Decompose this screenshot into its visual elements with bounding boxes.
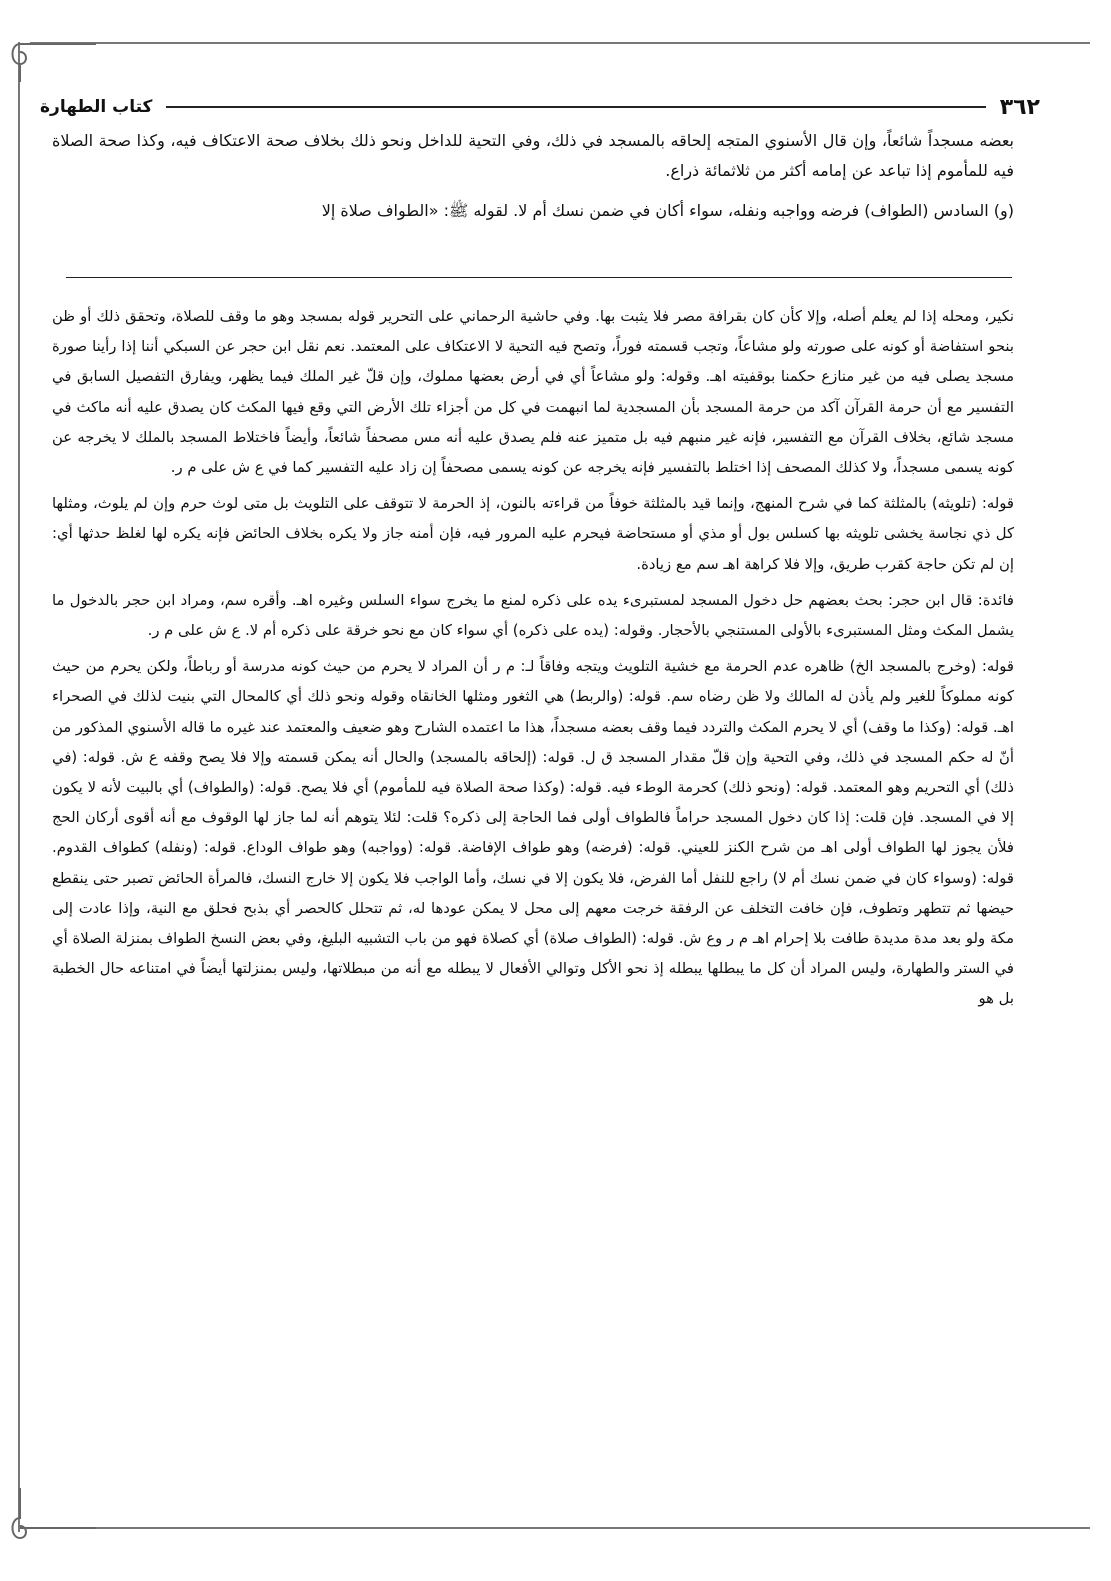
commentary-paragraph: نكير، ومحله إذا لم يعلم أصله، وإلا كأن كان بقرافة مصر فلا يثبت بها. وفي حاشية الرحماني على التحرير قوله بمسجد وهو ما وقف للصلاة، وتحقق ذلك أو ظن بنحو استفاضة أو كونه على صورته ولو مشاعاً، وتجب قسمته فوراً، وتصح فيه التحية لا الاعتكاف على المعتمد. نعم نقل ابن حجر عن السبكي أننا إذا رأينا صورة مسجد يصلى فيه من غير منازع حكمنا بوقفيته اهـ. وقوله: ولو مشاعاً أي في أرض بعضها مملوك، وإن قلّ غير الملك فيما يظهر، ويفارق التفصيل السابق في التفسير مع أن حرمة القرآن آكد من حرمة المسجد بأن المسجدية لما انبهمت في كل من أجزاء تلك الأرض التي وقع فيها المكث كان يصدق عليه أنه ماكث في مسجد شائع، بخلاف القرآن مع التفسير، فإنه غير منبهم فيه بل متميز عنه فلم يصدق عليه أنه مس مصحفاً شائعاً، وأيضاً فاختلاط المسجد بالملك لا يخرجه عن كونه يسمى مسجداً، ولا كذلك المصحف إذا اختلط بالتفسير فإنه يخرجه عن كونه يسمى مصحفاً إن زاد عليه التفسير كما في ع ش على م ر. — [52, 308, 1014, 477]
main-paragraph: بعضه مسجداً شائعاً، وإن قال الأسنوي المتجه إلحاقه بالمسجد في ذلك، وفي التحية للداخل ونحو ذلك بخلاف صحة الاعتكاف فيه، وكذا صحة الصلاة فيه للمأموم إذا تباعد عن إمامه أكثر من ثلاثمائة ذراع. — [52, 131, 1014, 180]
page-frame-top — [30, 42, 1090, 44]
commentary-paragraph: فائدة: قال ابن حجر: بحث بعضهم حل دخول المسجد لمستبرىء يده على ذكره لمنع ما يخرج سواء السلس وغيره اهـ. وأقره سم، ومراد ابن حجر بالدخول ما يشمل المكث ومثل المستبرىء بالأولى المستنجي بالأحجار. وقوله: (يده على ذكره) أي سواء كان مع نحو خرقة على ذكره أم لا. ع ش على م ر. — [52, 591, 1014, 640]
book-title: كتاب الطهارة — [40, 97, 153, 117]
main-text — [52, 126, 1014, 236]
scroll-ornament-icon — [6, 38, 98, 82]
commentary-paragraph: قوله: (وخرج بالمسجد الخ) ظاهره عدم الحرمة مع خشية التلويث ويتجه وفاقاً لـ: م ر أن المراد لا يحرم من حيث كونه مدرسة أو رباطاً، ولكن يحرم من حيث كونه مملوكاً للغير ولم يأذن له المالك ولا ظن رضاه سم. قوله: (والربط) هي الثغور ومثلها الخانقاه وقوله ونحو ذلك أي كالمحال التي بنيت لذلك في الصحراء اهـ. قوله: (وكذا ما وقف) أي لا يحرم المكث والتردد فيما وقف بعضه مسجداً، هذا ما اعتمده الشارح وهو ضعيف والمعتمد عند غيره ما قاله الأسنوي المذكور من أنّ له حكم المسجد في ذلك، وفي التحية وإن قلّ مقدار المسجد ق ل. قوله: (إلحاقه بالمسجد) والحال أنه يمكن قسمته وإلا فلا يصح وقفه ع ش. قوله: (في ذلك) أي التحريم وهو المعتمد. قوله: (ونحو ذلك) كحرمة الوطء فيه. قوله: (وكذا صحة الصلاة فيه للمأموم) أي فلا يصح. قوله: (والطواف) أي بالبيت لأنه لا يكون إلا في المسجد. فإن قلت: إذا كان دخول المسجد حراماً فالطواف أولى فما الحاجة إلى ذكره؟ قلت: لئلا يتوهم أنه لما جاز لها الوقوف مع أنه أقوى أركان الحج فلأن يجوز لها الطواف أولى اهـ من شرح الكنز للعيني. قوله: (فرضه) وهو طواف الإفاضة. قوله: (وواجبه) وهو طواف الوداع. قوله: (ونفله) كطواف القدوم. قوله: (وسواء كان في ضمن نسك أم لا) راجع للنفل أما الفرض، فلا يكون إلا في نسك، وأما الواجب فلا يكون إلا خارج النسك، فالمرأة الحائض تصبر حتى ينقطع حيضها ثم تتطهر وتطوف، فإن خافت التخلف عن الرفقة خرجت معهم إلى محل لا يمكن عودها له، ثم تتحلل كالحصر أي بذبح فحلق مع النية، وإذا عادت إلى مكة ولو بعد مدة مديدة طافت بلا إحرام اهـ م ر وع ش. قوله: (الطواف صلاة) أي كصلاة فهو من باب التشبيه البليغ، وفي بعض النسخ الطواف بمنزلة الصلاة أي في الستر والطهارة، وليس المراد أن كل ما يبطلها يبطله إذ نحو الأكل وتوالي الأفعال لا يبطله مع أنه من مبطلاتها، وليس بمنزلتها أيضاً في امتناعه حال الخطبة بل هو — [52, 658, 1014, 1008]
page-number: ٣٦٢ — [999, 94, 1040, 120]
scroll-ornament-icon — [6, 1488, 98, 1546]
header-rule — [166, 106, 985, 108]
commentary-paragraph: قوله: (تلويثه) بالمثلثة كما في شرح المنهج، وإنما قيد بالمثلثة خوفاً من قراءته بالنون، إذ الحرمة لا تتوقف على التلويث بل متى لوث حرم وإن لم يلوث، ومثلها كل ذي نجاسة يخشى تلويثه بها كسلس بول أو مذي أو مستحاضة فيحرم عليه المرور فيه، فإن أمنه جاز ولا يكره بخلاف الحائض فإنه يكره لها لغلظ حدثها أي: إن لم تكن حاجة كقرب طريق، وإلا فلا كراهة اهـ سم مع زيادة. — [52, 495, 1014, 573]
page-header — [40, 92, 1040, 122]
page-frame-bottom — [30, 1527, 1090, 1529]
page-frame-left — [18, 42, 20, 1532]
main-paragraph: (و) السادس (الطواف) فرضه وواجبه ونفله، سواء أكان في ضمن نسك أم لا. لقوله ﷺ: «الطواف صلاة إلا — [321, 201, 1014, 220]
footnote-divider — [66, 277, 1012, 278]
commentary-text — [52, 302, 1014, 1021]
